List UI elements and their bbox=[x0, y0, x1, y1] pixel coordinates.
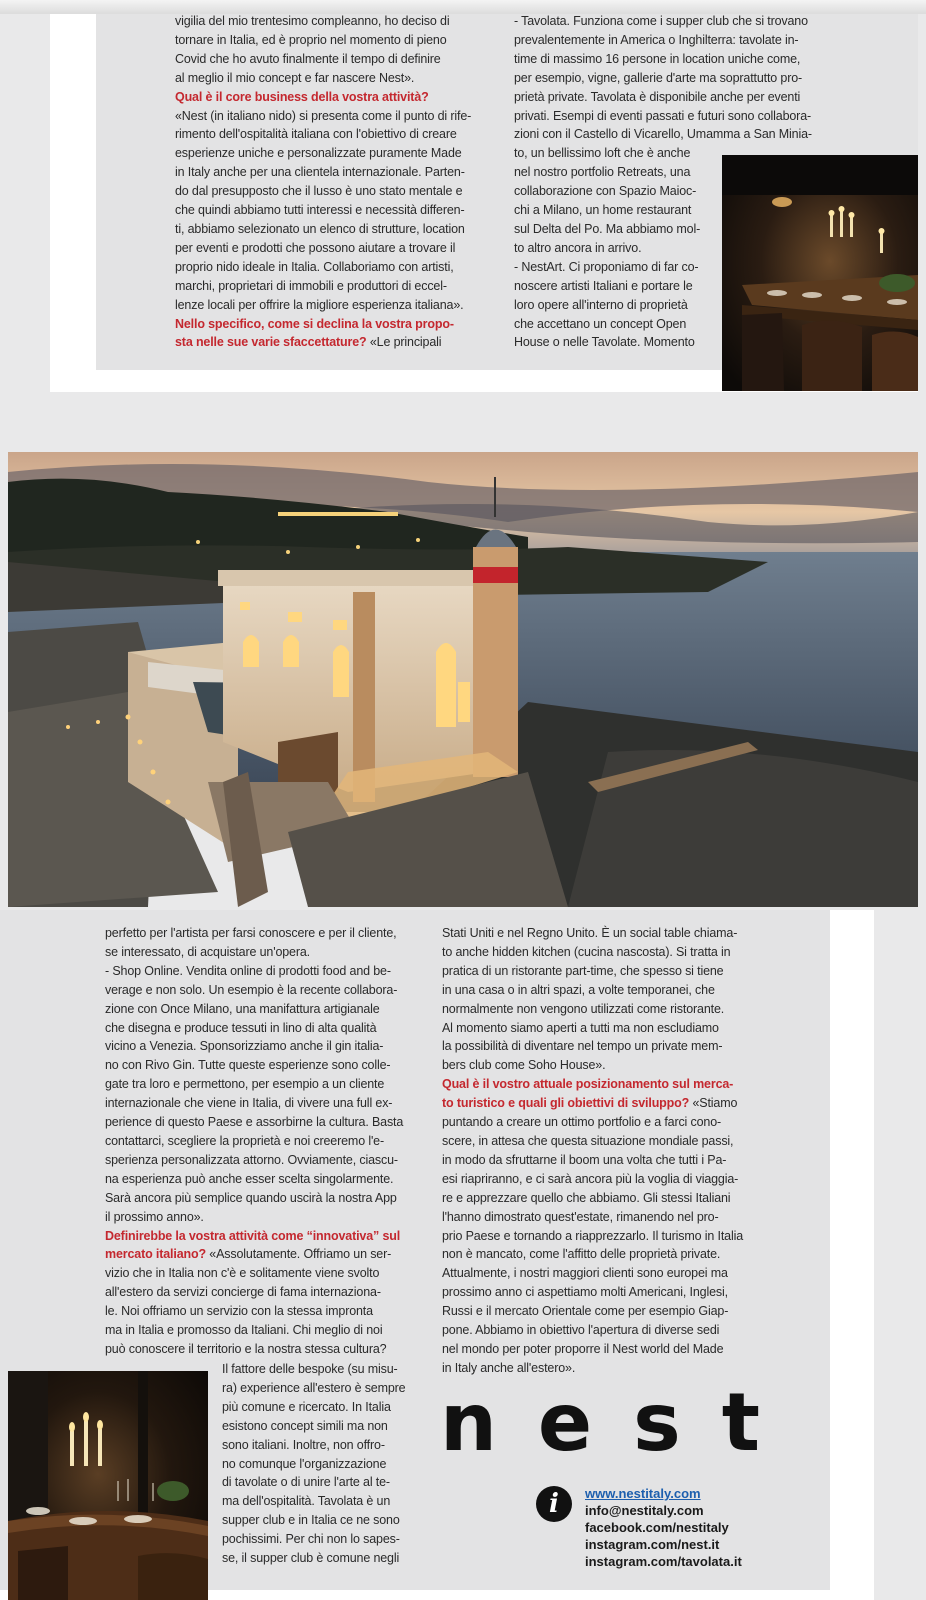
body-text: internazionale che viene in Italia, di vivere una full ex- bbox=[105, 1096, 393, 1111]
text-line bbox=[175, 88, 475, 107]
text-line bbox=[175, 333, 475, 352]
text-line bbox=[442, 1151, 750, 1170]
body-text: sperienza personalizzata attorno. Ovviamente, ciascu- bbox=[105, 1152, 398, 1167]
body-text: pratica di un ristorante part-time, che spesso si tiene bbox=[442, 963, 724, 978]
text-line bbox=[105, 1000, 411, 1019]
text-line bbox=[442, 1170, 750, 1189]
body-text: se interessato, di acquistare un'opera. bbox=[105, 944, 310, 959]
facebook-link[interactable]: facebook.com/nestitaly bbox=[585, 1520, 729, 1535]
text-line: privati. Esempi di eventi passati e futuri sono collabora- bbox=[514, 108, 812, 123]
body-text: verage e non solo. Un esempio è la recente collabora- bbox=[105, 982, 398, 997]
body-text: al meglio il mio concept e far nascere Nest». bbox=[175, 70, 415, 85]
body-text: che disegna e produce tessuti in lino di alta qualità bbox=[105, 1020, 377, 1035]
text-line bbox=[175, 258, 475, 277]
question-text: mercato italiano? bbox=[105, 1247, 206, 1262]
question-text: sta nelle sue varie sfaccettature? bbox=[175, 335, 367, 350]
body-text: le. Noi offriamo un servizio con la stessa impronta bbox=[105, 1304, 373, 1319]
text-line bbox=[105, 1264, 411, 1283]
text-line bbox=[175, 182, 475, 201]
body-text: che quindi abbiamo tutti interessi e necessità differen- bbox=[175, 203, 465, 218]
logo-letter: e bbox=[537, 1376, 593, 1469]
text-line: supper club e in Italia ce ne sono bbox=[222, 1513, 400, 1528]
text-line bbox=[442, 1037, 750, 1056]
email-link[interactable]: info@nestitaly.com bbox=[585, 1503, 704, 1518]
body-text: Covid che ho avuto finalmente il tempo di definire bbox=[175, 51, 441, 66]
info-icon: i bbox=[536, 1486, 572, 1522]
text-line bbox=[442, 1000, 750, 1019]
body-text: Sarà ancora più semplice quando uscirà la nostra App bbox=[105, 1190, 397, 1205]
question-text: Qual è il core business della vostra attività? bbox=[175, 89, 429, 104]
body-text: all'estero da servizi concierge di fama internaziona- bbox=[105, 1285, 381, 1300]
text-line bbox=[105, 1113, 411, 1132]
text-line bbox=[175, 125, 475, 144]
text-line: più comune e ricercato. In Italia bbox=[222, 1399, 391, 1414]
text-line: to altro ancora in arrivo. bbox=[514, 240, 642, 255]
body-text: può conoscere il territorio e la nostra stessa cultura? bbox=[105, 1341, 387, 1356]
text-line bbox=[175, 69, 475, 88]
body-text: puntando a creare un ottimo portfolio e a farci cono- bbox=[442, 1115, 722, 1130]
body-text: ma in Italia e promosso da Italiani. Chi meglio di noi bbox=[105, 1323, 383, 1338]
text-line bbox=[105, 943, 411, 962]
question-text: to turistico e quali gli obiettivi di sviluppo? bbox=[442, 1096, 690, 1111]
body-text: in Italy anche per una clientela internazionale. Parten- bbox=[175, 165, 465, 180]
body-text: non è mancato, come l'affitto delle proprietà private. bbox=[442, 1247, 721, 1262]
body-text: in modo da sfruttarne il boom una volta che tutti i Pa- bbox=[442, 1152, 727, 1167]
body-text: lenze locali per offrire la migliore esperienza italiana». bbox=[175, 297, 464, 312]
body-text: rimento dell'ospitalità italiana con l'obiettivo di creare bbox=[175, 127, 457, 142]
body-text: tornare in Italia, ed è proprio nel momento di pieno bbox=[175, 32, 447, 47]
text-line bbox=[175, 50, 475, 69]
text-line bbox=[442, 1321, 750, 1340]
text-line: zioni con il Castello di Vicarello, Umamma a San Minia- bbox=[514, 127, 812, 142]
text-line: time di massimo 16 persone in location uniche come, bbox=[514, 51, 801, 66]
article-column-right-bottom bbox=[442, 924, 750, 1378]
body-text: marchi, proprietari di immobili e produttori di eccel- bbox=[175, 278, 447, 293]
text-line bbox=[175, 163, 475, 182]
text-line bbox=[105, 1019, 411, 1038]
body-text: nel mondo per poter proporre il Nest world del Made bbox=[442, 1341, 724, 1356]
text-line bbox=[175, 220, 475, 239]
text-line bbox=[175, 201, 475, 220]
question-text: Nello specifico, come si declina la vostra propo- bbox=[175, 316, 454, 331]
body-text: no con Rivo Gin. Tutte queste esperienze sono colle- bbox=[105, 1058, 391, 1073]
dining-table-photo bbox=[722, 155, 918, 391]
article-column-left bbox=[175, 12, 475, 352]
text-line bbox=[105, 1075, 411, 1094]
text-line bbox=[442, 1056, 750, 1075]
text-line bbox=[105, 1340, 411, 1359]
text-line: ra) experience all'estero è sempre bbox=[222, 1380, 406, 1395]
body-text: - Shop Online. Vendita online di prodotti food and be- bbox=[105, 963, 391, 978]
text-line: pochissimi. Per chi non lo sapes- bbox=[222, 1532, 400, 1547]
text-line bbox=[442, 1283, 750, 1302]
body-text: re e apprezzare quello che abbiamo. Gli stessi Italiani bbox=[442, 1190, 731, 1205]
text-line bbox=[105, 1132, 411, 1151]
text-line bbox=[105, 1302, 411, 1321]
body-text: na esperienza può anche esser scelta singolarmente. bbox=[105, 1171, 394, 1186]
text-line: Il fattore delle bespoke (su misu- bbox=[222, 1362, 398, 1376]
question-text: Definirebbe la vostra attività come “innovativa” sul bbox=[105, 1228, 401, 1243]
text-line: no comunque l'organizzazione bbox=[222, 1456, 387, 1471]
body-text: normalmente non vengono utilizzati come ristorante. bbox=[442, 1001, 725, 1016]
body-text: in una casa o in altri spazi, a volte temporanei, che bbox=[442, 982, 715, 997]
text-line: loro opere all'interno di proprietà bbox=[514, 297, 688, 312]
logo-letter: n bbox=[440, 1376, 497, 1469]
text-line: se, il supper club è comune negli bbox=[222, 1551, 400, 1566]
text-line bbox=[175, 12, 475, 31]
body-text: vicino a Venezia. Sponsorizziamo anche il gin italia- bbox=[105, 1039, 384, 1054]
text-line: chi a Milano, un home restaurant bbox=[514, 203, 692, 218]
body-text: l'hanno dimostrato quest'estate, rimanendo nel pro- bbox=[442, 1209, 719, 1224]
text-line bbox=[175, 296, 475, 315]
body-text: Stati Uniti e nel Regno Unito. È un social table chiama- bbox=[442, 926, 738, 940]
text-line bbox=[442, 1113, 750, 1132]
text-line bbox=[105, 1189, 411, 1208]
logo-letter: s bbox=[633, 1376, 681, 1469]
text-line: collaborazione con Spazio Maioc- bbox=[514, 184, 697, 199]
text-line: - Tavolata. Funziona come i supper club che si trovano bbox=[514, 14, 808, 28]
text-line bbox=[175, 107, 475, 126]
article-column-left-bottom bbox=[105, 924, 411, 1359]
text-line bbox=[442, 1264, 750, 1283]
lighthouse-photo bbox=[8, 452, 918, 907]
text-line bbox=[442, 1208, 750, 1227]
text-line bbox=[105, 1037, 411, 1056]
body-text: «Le principali bbox=[366, 335, 442, 350]
text-line bbox=[175, 315, 475, 334]
nest-logo bbox=[440, 1376, 760, 1469]
text-line bbox=[105, 962, 411, 981]
body-text: la possibilità di diventare nel tempo un private mem- bbox=[442, 1039, 723, 1054]
body-text: esperienze uniche e personalizzate puramente Made bbox=[175, 146, 462, 161]
instagram-link[interactable]: instagram.com/tavolata.it bbox=[585, 1554, 742, 1569]
text-line bbox=[175, 239, 475, 258]
text-line bbox=[105, 1208, 411, 1227]
website-link[interactable]: www.nestitaly.com bbox=[585, 1486, 701, 1501]
text-line: to, un bellissimo loft che è anche bbox=[514, 146, 691, 161]
contact-block bbox=[585, 1485, 742, 1570]
body-text: «Assolutamente. Offriamo un ser- bbox=[205, 1247, 392, 1262]
text-line bbox=[442, 1189, 750, 1208]
body-text: Attualmente, i nostri maggiori clienti sono europei ma bbox=[442, 1266, 728, 1281]
text-line bbox=[442, 1094, 750, 1113]
text-line bbox=[442, 1075, 750, 1094]
body-text: vizio che in Italia non c'è e solitamente viene svolto bbox=[105, 1266, 380, 1281]
text-line bbox=[105, 1321, 411, 1340]
text-line: di tavolate o di unire l'arte al te- bbox=[222, 1475, 390, 1490]
body-text: esi riapriranno, e ci sarà ancora più la voglia di viaggia- bbox=[442, 1171, 739, 1186]
text-line: House o nelle Tavolate. Momento bbox=[514, 335, 695, 350]
text-line: nel nostro portfolio Retreats, una bbox=[514, 165, 691, 180]
text-line bbox=[105, 924, 411, 943]
text-line: sono italiani. Inoltre, non offro- bbox=[222, 1437, 385, 1452]
text-line bbox=[442, 1019, 750, 1038]
text-line: prietà private. Tavolata è disponibile anche per eventi bbox=[514, 89, 801, 104]
body-text: zione con Once Milano, una manifattura artigianale bbox=[105, 1001, 380, 1016]
body-text: bers club come Soho House». bbox=[442, 1058, 606, 1073]
text-line bbox=[442, 1132, 750, 1151]
text-line bbox=[105, 1094, 411, 1113]
body-text: prossimo anno ci aspettiamo molti Americani, Inglesi, bbox=[442, 1285, 728, 1300]
text-line bbox=[175, 277, 475, 296]
text-line: esistono concept simili ma non bbox=[222, 1418, 388, 1433]
text-line: noscere artisti Italiani e portare le bbox=[514, 278, 693, 293]
question-text: Qual è il vostro attuale posizionamento sul merca- bbox=[442, 1077, 734, 1092]
text-line bbox=[442, 943, 750, 962]
text-line bbox=[175, 31, 475, 50]
body-text: pone. Abbiamo in obiettivo l'apertura di diverse sedi bbox=[442, 1323, 720, 1338]
text-line bbox=[105, 1283, 411, 1302]
text-line: che accettano un concept Open bbox=[514, 316, 687, 331]
text-line: per esempio, vigne, gallerie d'arte ma soprattutto pro- bbox=[514, 70, 803, 85]
body-text: do dal presupposto che il lusso è uno stato mentale e bbox=[175, 184, 463, 199]
body-text: proprio nido ideale in Italia. Collaboriamo con artisti, bbox=[175, 259, 454, 274]
text-line bbox=[442, 1227, 750, 1246]
body-text: il prossimo anno». bbox=[105, 1209, 204, 1224]
body-text: perience di questo Paese e assorbirne la cultura. Basta bbox=[105, 1115, 404, 1130]
text-line bbox=[105, 981, 411, 1000]
text-line bbox=[442, 981, 750, 1000]
body-text: ti, abbiamo selezionato un elenco di strutture, location bbox=[175, 221, 465, 236]
text-line bbox=[442, 1245, 750, 1264]
body-text: «Stiamo bbox=[689, 1096, 738, 1111]
body-text: prio Paese e tornando a riapprezzarlo. Il turismo in Italia bbox=[442, 1228, 744, 1243]
text-line bbox=[105, 1227, 411, 1246]
article-column-narrow bbox=[222, 1360, 412, 1568]
text-line bbox=[442, 1359, 750, 1378]
body-text: contattarci, scegliere la proprietà e noi creeremo l'e- bbox=[105, 1133, 384, 1148]
body-text: gate tra loro e permettono, per esempio a un cliente bbox=[105, 1077, 385, 1092]
body-text: in Italy anche all'estero». bbox=[442, 1360, 576, 1375]
text-line: sul Delta del Po. Ma abbiamo mol- bbox=[514, 221, 701, 236]
body-text: scere, in attesa che questa situazione mondiale passi, bbox=[442, 1133, 734, 1148]
text-line bbox=[442, 924, 750, 943]
text-line bbox=[442, 1340, 750, 1359]
body-text: vigilia del mio trentesimo compleanno, ho deciso di bbox=[175, 14, 450, 28]
text-line bbox=[442, 962, 750, 981]
body-text: per eventi e prodotti che possono aiutare a trovare il bbox=[175, 240, 456, 255]
body-text: Russi e il mercato Orientale come per esempio Giap- bbox=[442, 1304, 729, 1319]
body-text: «Nest (in italiano nido) si presenta come il punto di rife- bbox=[175, 108, 472, 123]
body-text: to anche hidden kitchen (cucina nascosta). Si tratta in bbox=[442, 944, 731, 959]
text-line bbox=[105, 1245, 411, 1264]
text-line: - NestArt. Ci proponiamo di far co- bbox=[514, 259, 699, 274]
text-line bbox=[442, 1302, 750, 1321]
body-text: Al momento siamo aperti a tutti ma non escludiamo bbox=[442, 1020, 719, 1035]
logo-letter: t bbox=[721, 1376, 760, 1469]
text-line bbox=[105, 1170, 411, 1189]
text-line bbox=[105, 1151, 411, 1170]
text-line bbox=[105, 1056, 411, 1075]
text-line: prevalentemente in America o Inghilterra: tavolate in- bbox=[514, 32, 799, 47]
body-text: perfetto per l'artista per farsi conoscere e per il cliente, bbox=[105, 926, 397, 940]
candlelit-dinner-photo bbox=[8, 1371, 208, 1600]
text-line bbox=[175, 144, 475, 163]
text-line: ma dell'ospitalità. Tavolata è un bbox=[222, 1494, 391, 1509]
instagram-link[interactable]: instagram.com/nest.it bbox=[585, 1537, 720, 1552]
